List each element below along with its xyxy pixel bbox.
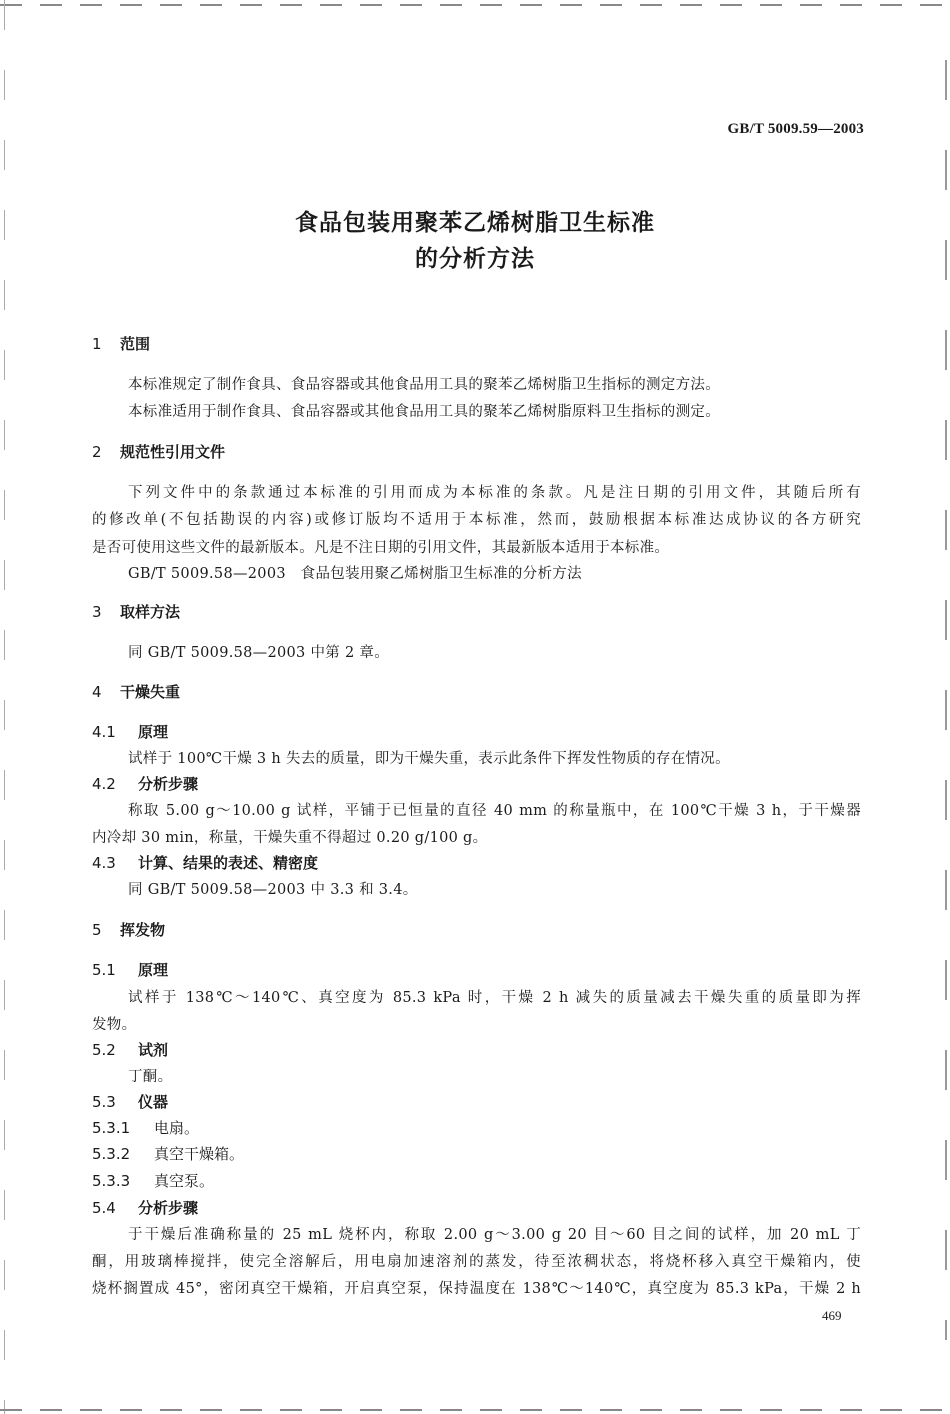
- section-title: 取样方法: [120, 603, 181, 621]
- section-5-heading: [92, 919, 165, 940]
- section-title: 原理: [138, 961, 169, 979]
- paragraph: 于干燥后准确称量的 25 mL 烧杯内，称取 2.00 g～3.00 g 20 目～60 目之间的试样，加 20 mL 丁: [128, 1227, 861, 1243]
- subsection-4-3-heading: [92, 852, 318, 873]
- subsection-4-2-heading: [92, 773, 198, 794]
- paragraph: 的修改单(不包括勘误的内容)或修订版均不适用于本标准，然而，鼓励根据本标准达成协议的各方研究: [92, 512, 861, 528]
- title-line-1: 食品包装用聚苯乙烯树脂卫生标准: [295, 210, 655, 236]
- page-title: [0, 205, 950, 277]
- paragraph: 试样于 138℃～140℃、真空度为 85.3 kPa 时，干燥 2 h 减失的质量减去干燥失重的质量即为挥: [128, 990, 861, 1006]
- item-number: 5.3.3: [92, 1172, 131, 1190]
- scan-border-bottom: [0, 1409, 950, 1411]
- title-line-2: 的分析方法: [415, 246, 535, 272]
- paragraph: 称取 5.00 g～10.00 g 试样，平铺于已恒量的直径 40 mm 的称量瓶中，在 100℃干燥 3 h，于干燥器: [128, 803, 861, 819]
- section-1-heading: [92, 333, 150, 354]
- section-number: 5.1: [92, 961, 116, 979]
- paragraph: 烧杯搁置成 45°，密闭真空干燥箱，开启真空泵，保持温度在 138℃～140℃，真空度为 85.3 kPa，干燥 2 h: [92, 1281, 861, 1297]
- section-3-heading: [92, 601, 180, 622]
- paragraph: 本标准适用于制作食具、食品容器或其他食品用工具的聚苯乙烯树脂原料卫生指标的测定。: [128, 404, 720, 420]
- paragraph: 试样于 100℃干燥 3 h 失去的质量，即为干燥失重，表示此条件下挥发性物质的存在情况。: [128, 751, 730, 767]
- item-number: 5.3.2: [92, 1145, 131, 1163]
- item-text: 真空干燥箱。: [154, 1145, 245, 1163]
- apparatus-item: [92, 1117, 199, 1138]
- subsection-4-1-heading: [92, 721, 168, 742]
- section-4-heading: [92, 681, 180, 702]
- paragraph: 下列文件中的条款通过本标准的引用而成为本标准的条款。凡是注日期的引用文件，其随后所有: [128, 485, 861, 501]
- section-number: 4.1: [92, 723, 116, 741]
- section-title: 仪器: [138, 1093, 169, 1111]
- section-title: 试剂: [138, 1041, 169, 1059]
- paragraph: 酮，用玻璃棒搅拌，使完全溶解后，用电扇加速溶剂的蒸发，待至浓稠状态，将烧杯移入真空干燥箱内，使: [92, 1254, 861, 1270]
- section-title: 干燥失重: [120, 683, 181, 701]
- section-number: 5.4: [92, 1199, 116, 1217]
- paragraph: 是否可使用这些文件的最新版本。凡是不注日期的引用文件，其最新版本适用于本标准。: [92, 540, 670, 556]
- item-text: 电扇。: [154, 1119, 200, 1137]
- paragraph: 丁酮。: [128, 1069, 173, 1085]
- section-number: 2: [92, 443, 102, 461]
- section-number: 4.3: [92, 854, 116, 872]
- section-title: 原理: [138, 723, 169, 741]
- section-number: 5.2: [92, 1041, 116, 1059]
- section-title: 挥发物: [120, 921, 166, 939]
- item-text: 真空泵。: [154, 1172, 215, 1190]
- paragraph: 本标准规定了制作食具、食品容器或其他食品用工具的聚苯乙烯树脂卫生指标的测定方法。: [128, 377, 720, 393]
- paragraph: 同 GB/T 5009.58—2003 中 3.3 和 3.4。: [128, 882, 418, 898]
- section-2-heading: [92, 441, 225, 462]
- section-title: 分析步骤: [138, 775, 199, 793]
- scan-border-top: [0, 4, 950, 6]
- apparatus-item: [92, 1170, 214, 1191]
- standard-code: GB/T 5009.59—2003: [727, 121, 864, 137]
- subsection-5-4-heading: [92, 1197, 198, 1218]
- subsection-5-3-heading: [92, 1091, 168, 1112]
- page-number: 469: [822, 1308, 842, 1323]
- section-number: 4: [92, 683, 102, 701]
- section-title: 分析步骤: [138, 1199, 199, 1217]
- paragraph: 内冷却 30 min，称量，干燥失重不得超过 0.20 g/100 g。: [92, 830, 488, 846]
- item-number: 5.3.1: [92, 1119, 131, 1137]
- section-title: 计算、结果的表述、精密度: [138, 854, 319, 872]
- apparatus-item: [92, 1143, 244, 1164]
- section-number: 1: [92, 335, 102, 353]
- section-title: 范围: [120, 335, 151, 353]
- section-number: 4.2: [92, 775, 116, 793]
- subsection-5-2-heading: [92, 1039, 168, 1060]
- section-title: 规范性引用文件: [120, 443, 226, 461]
- section-number: 5: [92, 921, 102, 939]
- subsection-5-1-heading: [92, 959, 168, 980]
- paragraph: 同 GB/T 5009.58—2003 中第 2 章。: [128, 645, 390, 661]
- reference-item: GB/T 5009.58—2003 食品包装用聚乙烯树脂卫生标准的分析方法: [128, 566, 582, 582]
- paragraph: 发物。: [92, 1017, 137, 1033]
- section-number: 5.3: [92, 1093, 116, 1111]
- section-number: 3: [92, 603, 102, 621]
